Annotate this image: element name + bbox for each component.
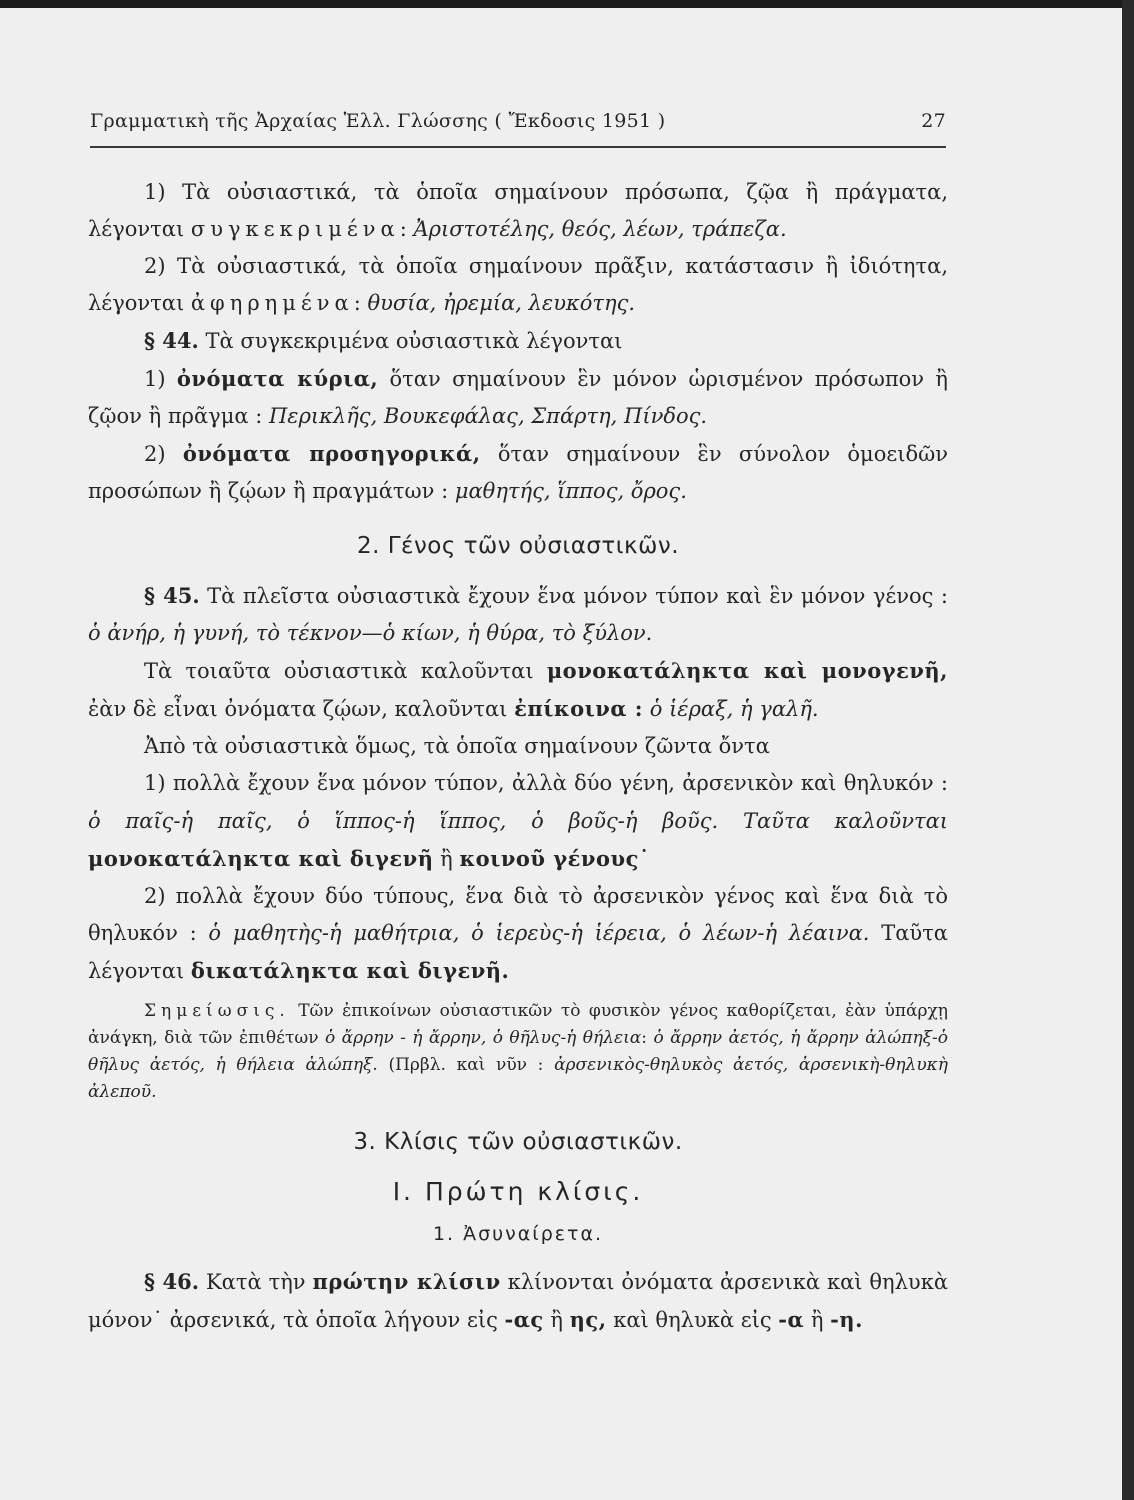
text: κλίνονται ὀνόματα ἀρσενικὰ καὶ θηλυκὰ μόνον˙ ἀρσενικά, τὰ ὁποῖα λήγουν εἰς <box>88 1270 949 1332</box>
scan-top-border <box>0 0 1134 8</box>
text: ἐὰν δὲ εἶναι ὀνόματα ζῴων, καλοῦνται <box>88 697 515 721</box>
text: Τὰ συγκεκριμένα οὐσιαστικὰ λέγονται <box>198 329 623 353</box>
ending: -η. <box>830 1307 863 1332</box>
heading-first-declension: Ι. Πρώτη κλίσις. <box>392 1177 644 1206</box>
text: Κατὰ τὴν <box>199 1270 313 1294</box>
text: 1) Τὰ οὐσιαστικά, τὰ ὁποῖα σημαίνουν πρόσωπα, ζῷα ἢ πράγματα, λέγονται <box>88 180 948 241</box>
section-46 <box>88 1263 948 1339</box>
running-header <box>90 110 946 132</box>
text: ἢ <box>433 847 460 871</box>
examples: ὁ παῖς-ἡ παῖς, ὁ ἵππος-ἡ ἵππος, ὁ βοῦς-ἡ βοῦς. Ταῦτα καλοῦνται <box>88 809 948 833</box>
text: ὅταν σημαίνουν ἓν μόνον ὡρισμένον πρόσωπον ἢ ζῷον ἢ πρᾶγμα : <box>88 367 948 428</box>
paragraph-one-form-two-genders <box>88 765 948 878</box>
bold-term: κοινοῦ γένους˙ <box>459 846 650 871</box>
bold-term: ὀνόματα προσηγορικά, <box>182 441 481 466</box>
paragraph-concrete-nouns <box>88 174 948 248</box>
bold-term: ὀνόματα κύρια, <box>176 366 379 391</box>
text: Ταῦτα λέγονται <box>88 921 948 983</box>
text: : <box>641 1028 654 1048</box>
examples: ὁ ἱέραξ, ἡ γαλῆ. <box>643 697 819 721</box>
bold-term: μονοκατάληκτα καὶ μονογενῆ, <box>546 658 948 683</box>
header-rule <box>90 146 946 148</box>
heading-gender: 2. Γένος τῶν οὐσιαστικῶν. <box>356 533 680 559</box>
bold-term: πρώτην κλίσιν <box>312 1269 501 1294</box>
text: 1) πολλὰ ἔχουν ἕνα μόνον τύπον, ἀλλὰ δύο γένη, ἀρσενικὸν καὶ θηλυκόν : <box>144 771 948 795</box>
spaced-term: ἀφηρημένα <box>190 291 354 315</box>
paragraph-abstract-nouns <box>88 248 948 322</box>
spaced-term: συγκεκριμένα <box>190 217 400 241</box>
scan-right-border <box>1122 0 1134 1500</box>
section-44 <box>88 322 948 360</box>
text: Τῶν ἐπικοίνων οὐσιαστικῶν τὸ φυσικὸν γένος καθορίζεται, ἐὰν ὑπάρχῃ ἀνάγκη, διὰ τῶν ἐπιθέτων <box>88 1001 948 1048</box>
examples: ὁ μαθητὴς-ἡ μαθήτρια, ὁ ἱερεὺς-ἡ ἱέρεια, ὁ λέων-ἡ λέαινα. <box>208 921 870 945</box>
text: καὶ θηλυκὰ εἰς <box>606 1308 779 1332</box>
paragraph-living-beings: Ἀπὸ τὰ οὐσιαστικὰ ὅμως, τὰ ὁποῖα σημαίνουν ζῶντα ὄντα <box>144 734 770 758</box>
text: ὅταν σημαίνουν ἓν σύνολον ὁμοειδῶν προσώπων ἢ ζῴων ἢ πραγμάτων : <box>88 442 948 503</box>
section-number: § 46. <box>144 1269 200 1294</box>
text: 2) πολλὰ ἔχουν δύο τύπους, ἕνα διὰ τὸ ἀρσενικὸν γένος καὶ ἕνα διὰ τὸ θηλυκόν : <box>88 884 948 945</box>
ending: ης, <box>569 1307 607 1332</box>
examples: ὁ ἄρρην ἀετός, ἡ ἄρρην ἀλώπηξ-ὁ θῆλυς ἀετός, ἡ θήλεια ἀλώπηξ. <box>88 1028 948 1075</box>
section-number: § 45. <box>144 583 200 608</box>
paragraph-proper-names <box>88 360 948 435</box>
text: 2) <box>144 442 183 466</box>
text: 2) Τὰ οὐσιαστικά, τὰ ὁποῖα σημαίνουν πρᾶξιν, κατάστασιν ἢ ἰδιότητα, λέγονται <box>88 254 948 315</box>
ending: -α <box>778 1307 805 1332</box>
paragraph-common-names <box>88 435 948 510</box>
text: (Πρβλ. καὶ νῦν : <box>377 1055 555 1075</box>
page-number: 27 <box>921 110 946 132</box>
note-paragraph <box>88 998 948 1106</box>
text: : <box>353 291 368 315</box>
section-number: § 44. <box>144 328 199 353</box>
paragraph-two-forms <box>88 878 948 990</box>
bold-term: ἐπίκοινα : <box>514 696 644 721</box>
examples: Ἀριστοτέλης, θεός, λέων, τράπεζα. <box>413 217 787 241</box>
examples: ὁ ἄρρην - ἡ ἄρρην, ὁ θῆλυς-ἡ θήλεια <box>325 1028 642 1048</box>
paragraph-monogenous <box>88 652 948 728</box>
bold-term: μονοκατάληκτα καὶ διγενῆ <box>88 846 434 871</box>
ending: -ας <box>504 1307 544 1332</box>
heading-declension: 3. Κλίσις τῶν οὐσιαστικῶν. <box>353 1129 683 1155</box>
note-label: Σημείωσις. <box>144 1001 290 1021</box>
examples: ὁ ἀνήρ, ἡ γυνή, τὸ τέκνον—ὁ κίων, ἡ θύρα, τὸ ξύλον. <box>88 621 653 645</box>
section-45 <box>88 577 948 652</box>
text: 1) <box>144 367 177 391</box>
header-title: Γραμματικὴ τῆς Ἀρχαίας Ἑλλ. Γλώσσης ( Ἔκδοσις 1951 ) <box>90 110 666 132</box>
text: ἢ <box>804 1308 831 1332</box>
examples: μαθητής, ἵππος, ὄρος. <box>454 479 687 503</box>
text: : <box>399 217 414 241</box>
text: ἢ <box>543 1308 570 1332</box>
examples: Περικλῆς, Βουκεφάλας, Σπάρτη, Πίνδος. <box>268 404 708 428</box>
text: Τὰ πλεῖστα οὐσιαστικὰ ἔχουν ἕνα μόνον τύπον καὶ ἓν μόνον γένος : <box>199 584 949 608</box>
text: Τὰ τοιαῦτα οὐσιαστικὰ καλοῦνται <box>144 659 547 683</box>
bold-term: δικατάληκτα καὶ διγενῆ. <box>190 958 510 983</box>
examples: ἀρσενικὸς-θηλυκὸς ἀετός, ἀρσενικὴ-θηλυκὴ ἀλεποῦ. <box>88 1055 948 1102</box>
page-body <box>88 174 948 1339</box>
examples: θυσία, ἠρεμία, λευκότης. <box>367 291 636 315</box>
heading-uncontracted: 1. Ἀσυναίρετα. <box>432 1223 604 1245</box>
